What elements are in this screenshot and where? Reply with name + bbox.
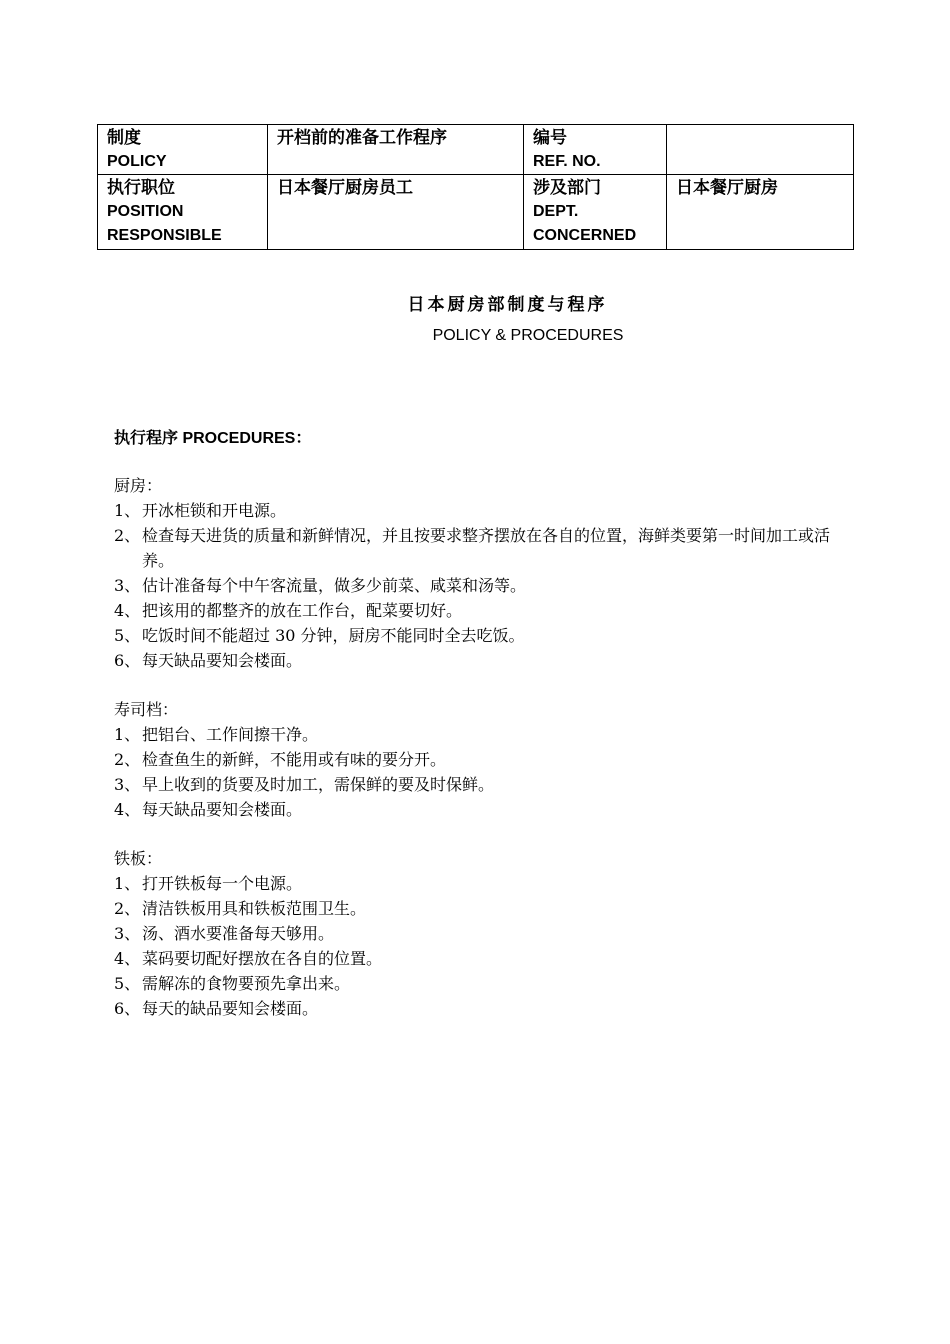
item-text: 开冰柜锁和开电源。 bbox=[142, 501, 287, 520]
list-item bbox=[114, 648, 854, 673]
list-item bbox=[114, 623, 854, 648]
item-number: 4、 bbox=[114, 949, 141, 968]
dept-label-cell bbox=[524, 175, 667, 250]
section-title: 寿司档： bbox=[114, 700, 179, 719]
policy-header-table bbox=[97, 124, 854, 250]
list-item bbox=[114, 797, 854, 822]
item-number: 2、 bbox=[114, 899, 141, 918]
item-number: 3、 bbox=[114, 576, 141, 595]
item-number: 4、 bbox=[114, 601, 141, 620]
list-item bbox=[114, 896, 854, 921]
item-text: 每天缺品要知会楼面。 bbox=[142, 651, 303, 670]
list-item bbox=[114, 772, 854, 797]
item-number: 3、 bbox=[114, 775, 141, 794]
policy-value: 开档前的准备工作程序 bbox=[277, 128, 447, 147]
policy-label-cn: 制度 bbox=[107, 128, 141, 147]
item-number: 5、 bbox=[114, 626, 141, 645]
document-title: 日本厨房部制度与程序 bbox=[407, 295, 608, 315]
list-item bbox=[114, 971, 854, 996]
dept-label-en-2: CONCERNED bbox=[533, 227, 637, 244]
list-item bbox=[114, 523, 854, 573]
ref-label-en: REF. NO. bbox=[533, 153, 601, 170]
list-item bbox=[114, 747, 854, 772]
item-number: 1、 bbox=[114, 874, 141, 893]
item-number: 1、 bbox=[114, 725, 141, 744]
item-text: 检查鱼生的新鲜，不能用或有味的要分开。 bbox=[142, 750, 447, 769]
procedures-heading: 执行程序 PROCEDURES： bbox=[114, 430, 312, 447]
list-item bbox=[114, 946, 854, 971]
policy-label-cell bbox=[98, 125, 268, 175]
list-item bbox=[114, 871, 854, 896]
item-number: 5、 bbox=[114, 974, 141, 993]
ref-label-cell bbox=[524, 125, 667, 175]
position-label-en-2: RESPONSIBLE bbox=[107, 227, 222, 244]
section-title: 铁板： bbox=[114, 849, 163, 868]
ref-value-cell bbox=[667, 125, 854, 175]
item-text: 把铝台、工作间擦干净。 bbox=[142, 725, 319, 744]
item-number: 2、 bbox=[114, 750, 141, 769]
document-subtitle: POLICY & PROCEDURES bbox=[432, 327, 624, 344]
item-text: 早上收到的货要及时加工，需保鲜的要及时保鲜。 bbox=[142, 775, 495, 794]
item-text: 吃饭时间不能超过 30 分钟，厨房不能同时全去吃饭。 bbox=[142, 626, 525, 645]
dept-label-cn: 涉及部门 bbox=[533, 178, 601, 197]
item-number: 3、 bbox=[114, 924, 141, 943]
position-value-cell bbox=[268, 175, 524, 250]
policy-value-cell bbox=[268, 125, 524, 175]
item-number: 4、 bbox=[114, 800, 141, 819]
item-text: 把该用的都整齐的放在工作台，配菜要切好。 bbox=[142, 601, 463, 620]
position-value: 日本餐厅厨房员工 bbox=[277, 178, 413, 197]
list-item bbox=[114, 722, 854, 747]
list-item bbox=[114, 573, 854, 598]
list-item bbox=[114, 598, 854, 623]
position-label-cell bbox=[98, 175, 268, 250]
item-text: 每天的缺品要知会楼面。 bbox=[142, 999, 319, 1018]
list-item bbox=[114, 921, 854, 946]
item-number: 1、 bbox=[114, 501, 141, 520]
list-item bbox=[114, 498, 854, 523]
section-kitchen bbox=[114, 473, 854, 673]
dept-value-cell bbox=[667, 175, 854, 250]
item-number: 6、 bbox=[114, 999, 141, 1018]
item-text: 每天缺品要知会楼面。 bbox=[142, 800, 303, 819]
list-item bbox=[114, 996, 854, 1021]
position-label-en-1: POSITION bbox=[107, 203, 184, 220]
position-label-cn: 执行职位 bbox=[107, 178, 175, 197]
item-text: 检查每天进货的质量和新鲜情况，并且按要求整齐摆放在各自的位置，海鲜类要第一时间加工或活养。 bbox=[142, 526, 831, 570]
policy-label-en: POLICY bbox=[107, 153, 167, 170]
item-text: 需解冻的食物要预先拿出来。 bbox=[142, 974, 351, 993]
item-text: 估计准备每个中午客流量，做多少前菜、咸菜和汤等。 bbox=[142, 576, 527, 595]
item-number: 2、 bbox=[114, 526, 141, 545]
section-sushi bbox=[114, 697, 854, 822]
item-text: 汤、酒水要准备每天够用。 bbox=[142, 924, 335, 943]
section-title: 厨房： bbox=[114, 476, 163, 495]
item-text: 打开铁板每一个电源。 bbox=[142, 874, 303, 893]
item-text: 清洁铁板用具和铁板范围卫生。 bbox=[142, 899, 367, 918]
section-teppanyaki bbox=[114, 846, 854, 1021]
dept-label-en-1: DEPT. bbox=[533, 203, 579, 220]
header-row-policy bbox=[98, 125, 854, 175]
ref-label-cn: 编号 bbox=[533, 128, 567, 147]
item-number: 6、 bbox=[114, 651, 141, 670]
header-row-position bbox=[98, 175, 854, 250]
dept-value: 日本餐厅厨房 bbox=[676, 178, 778, 197]
item-text: 菜码要切配好摆放在各自的位置。 bbox=[142, 949, 383, 968]
